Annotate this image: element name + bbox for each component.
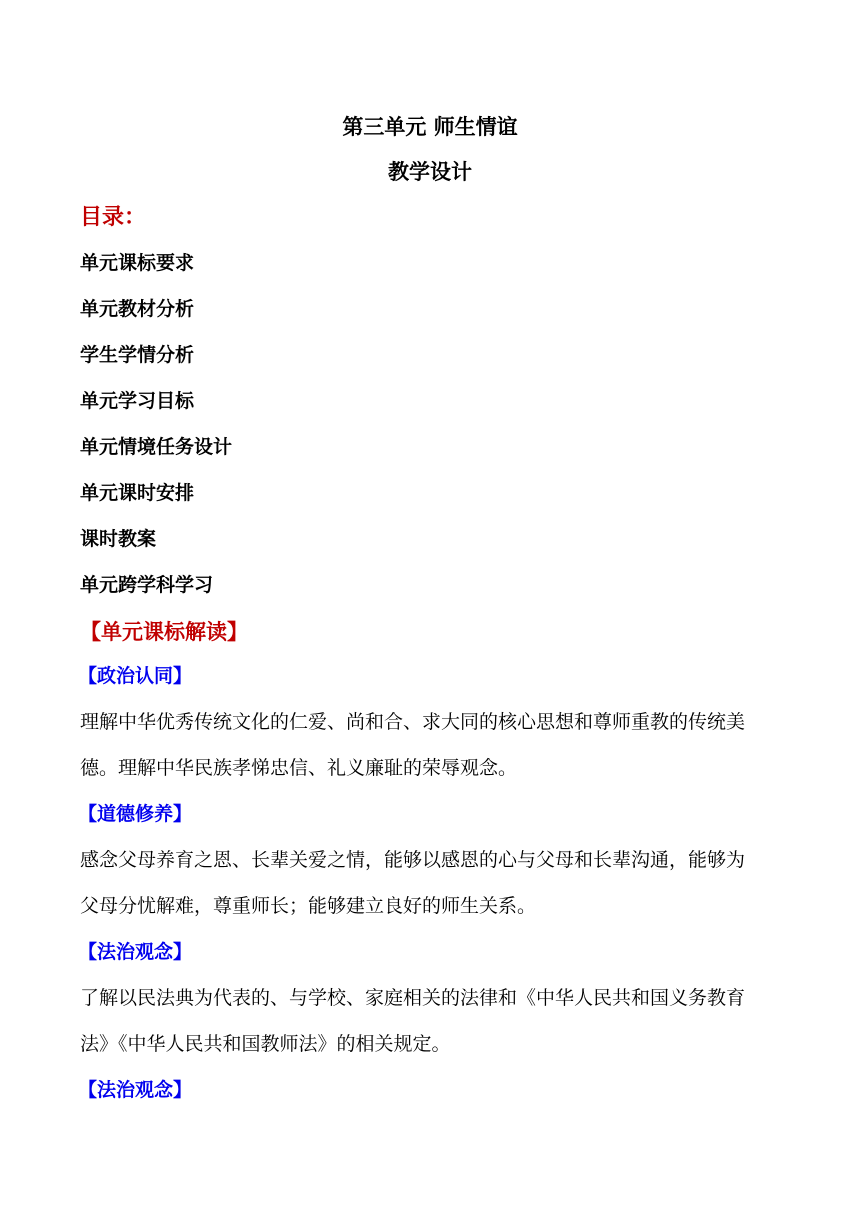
toc-item: 单元学习目标: [80, 390, 195, 412]
paragraph-line: 了解以民法典为代表的、与学校、家庭相关的法律和《中华人民共和国义务教育: [80, 987, 746, 1009]
paragraph-line: 法》《中华人民共和国教师法》的相关规定。: [80, 1033, 451, 1055]
subsection-heading-political: 【政治认同】: [78, 665, 193, 687]
subsection-heading-moral: 【道德修养】: [78, 803, 193, 825]
paragraph-line: 感念父母养育之恩、长辈关爱之情，能够以感恩的心与父母和长辈沟通，能够为: [80, 849, 746, 871]
subsection-heading-law: 【法治观念】: [78, 941, 193, 963]
paragraph-line: 德。理解中华民族孝悌忠信、礼义廉耻的荣辱观念。: [80, 757, 518, 779]
toc-item: 单元跨学科学习: [80, 574, 214, 596]
document-subtitle: 教学设计: [388, 160, 472, 184]
section-heading: 【单元课标解读】: [80, 620, 248, 644]
toc-heading: 目录：: [80, 205, 147, 230]
toc-item: 学生学情分析: [80, 344, 195, 366]
toc-item: 单元课标要求: [80, 252, 195, 274]
paragraph-line: 理解中华优秀传统文化的仁爱、尚和合、求大同的核心思想和尊师重教的传统美: [80, 711, 746, 733]
paragraph-line: 父母分忧解难，尊重师长；能够建立良好的师生关系。: [80, 895, 537, 917]
toc-item: 课时教案: [80, 528, 157, 550]
toc-item: 单元教材分析: [80, 298, 195, 320]
document-title: 第三单元 师生情谊: [342, 115, 518, 139]
subsection-heading-law-2: 【法治观念】: [78, 1079, 193, 1101]
toc-item: 单元课时安排: [80, 482, 195, 504]
toc-item: 单元情境任务设计: [80, 436, 233, 458]
